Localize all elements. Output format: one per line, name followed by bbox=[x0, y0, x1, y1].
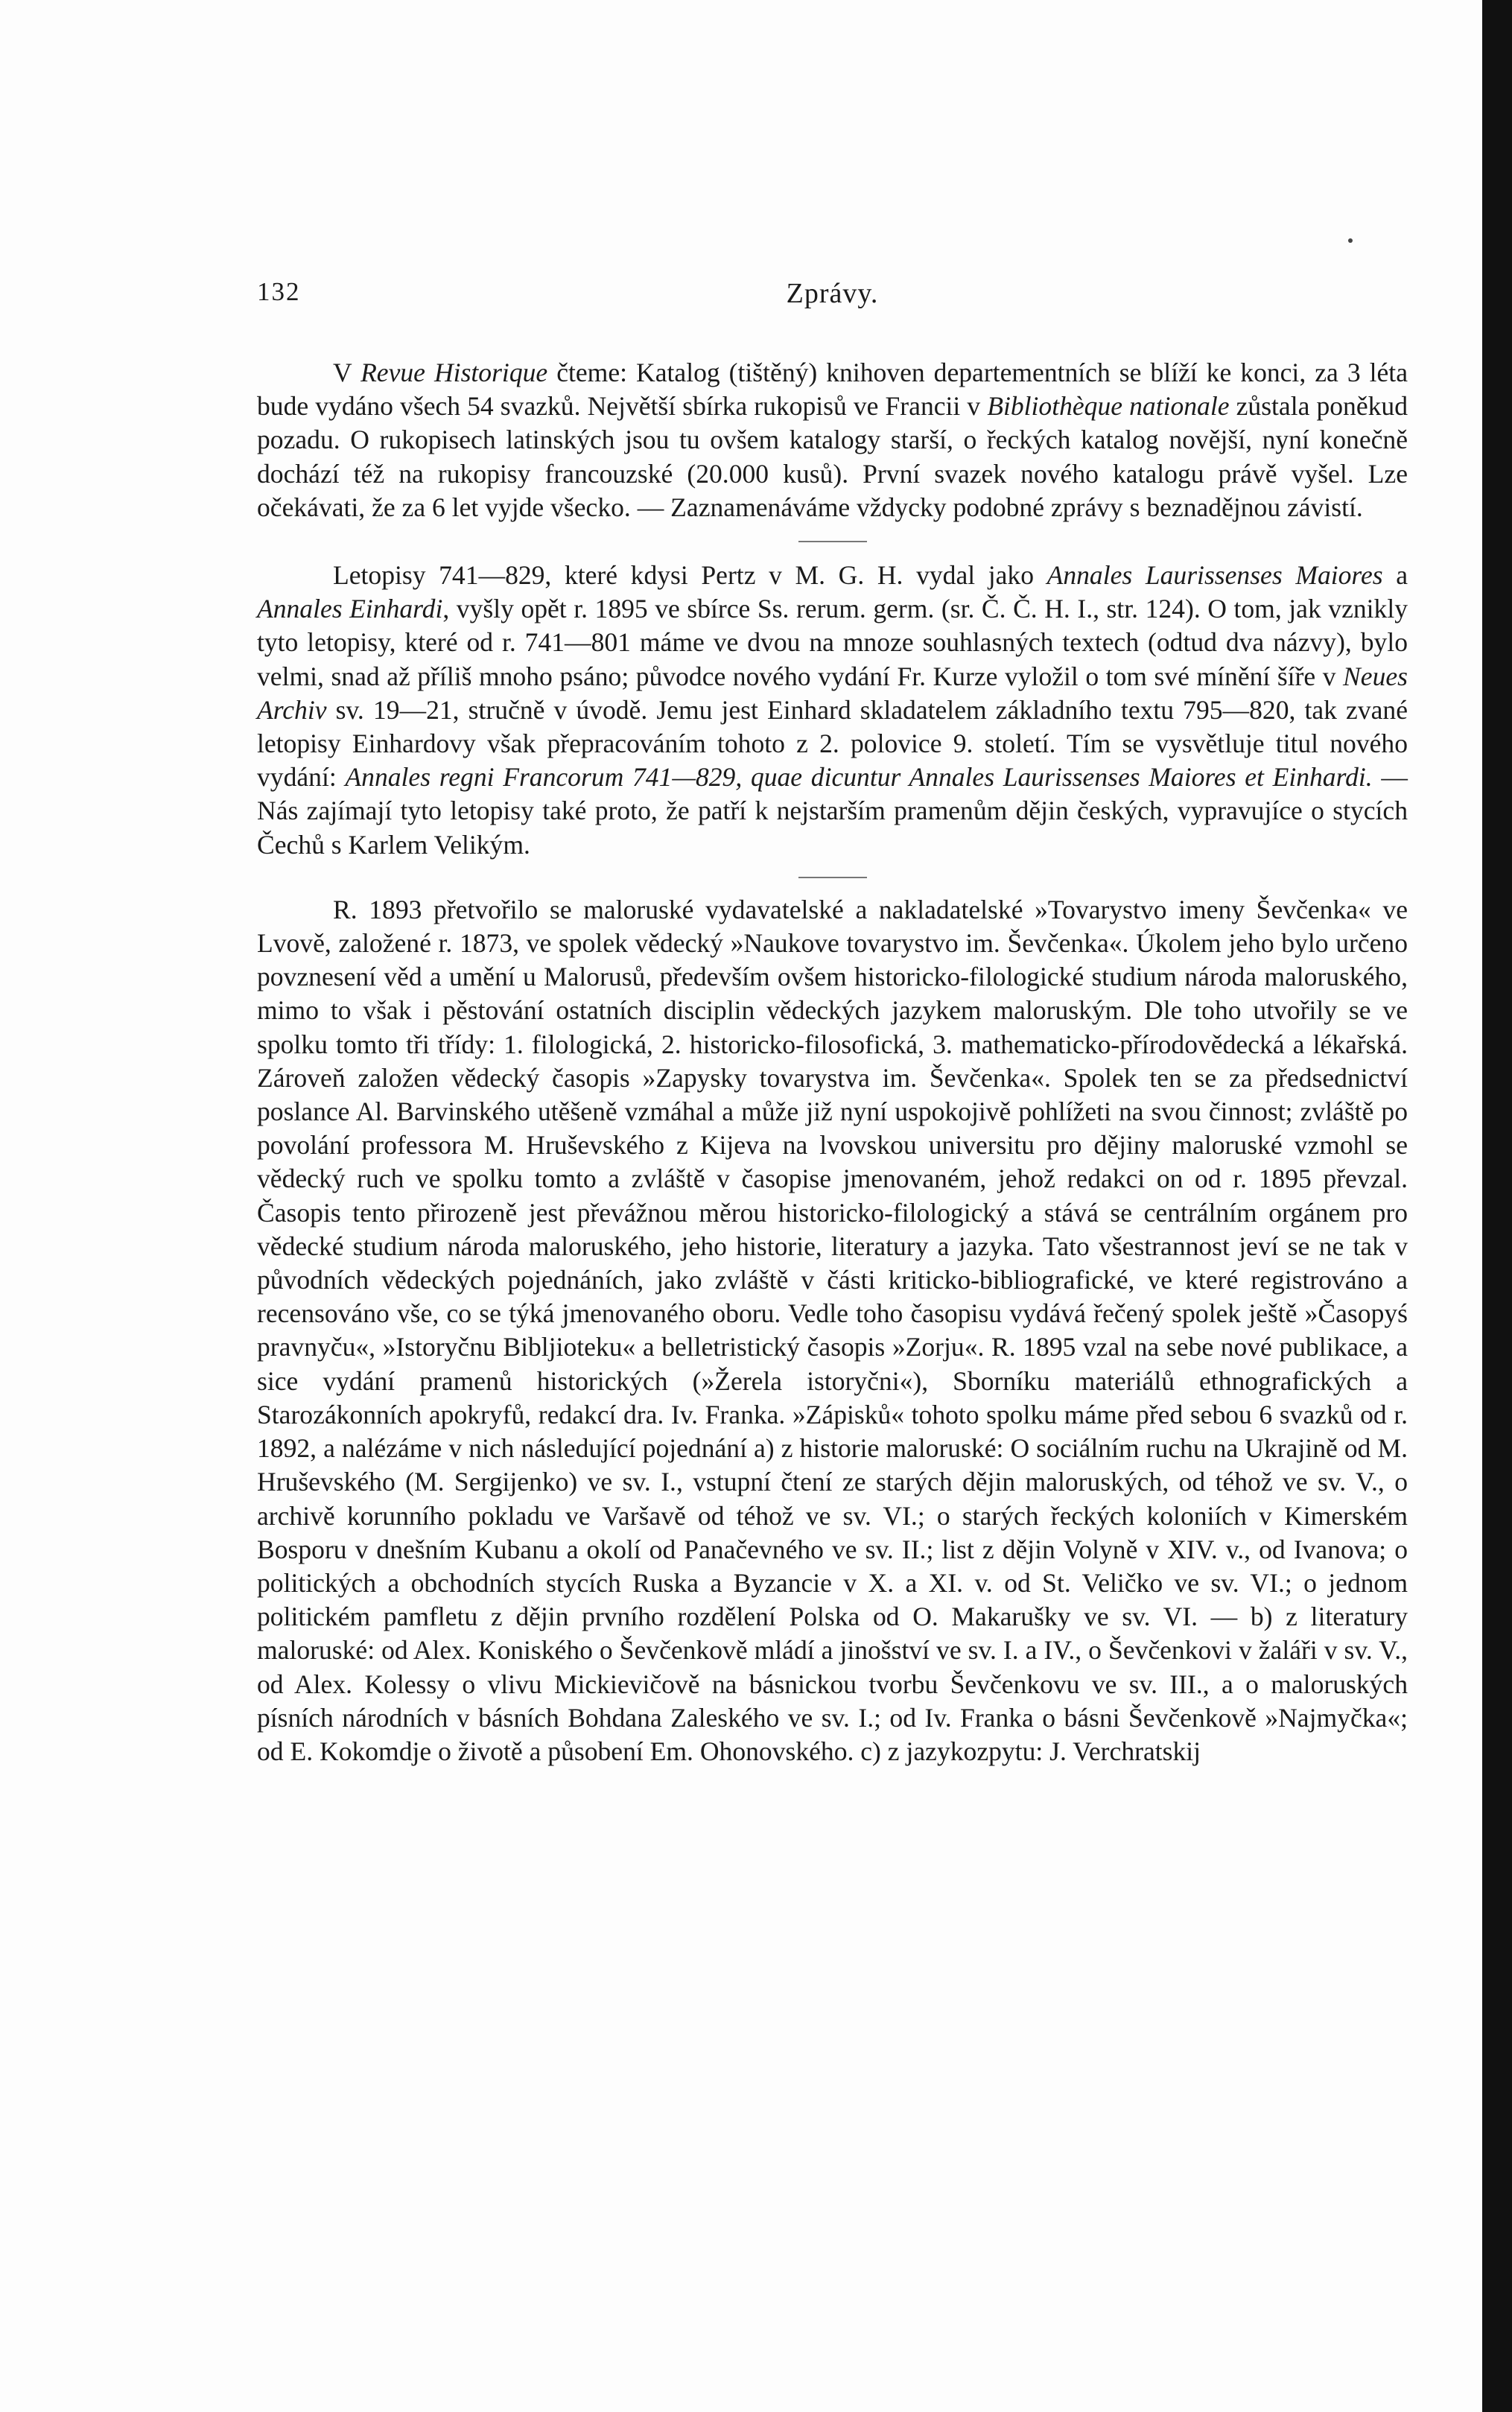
paragraph-sevcenko-society bbox=[257, 893, 1408, 1768]
text-run: zůstala poněkud pozadu. O rukopisech latinských jsou tu ovšem katalogy starší, o řeckých katalog novější, nyní konečně dochází též na rukopisy francouzské (20.000 kusů). První svazek nového katalogu právě vyšel. Lze očekávati, že za 6 let vyjde všecko. — Zaznamenáváme vždycky podobné zprávy s beznadějnou závistí. bbox=[257, 391, 1408, 522]
text-run: R. 1893 přetvořilo se maloruské vydavatelské a nakladatelské »Tovarystvo imeny Ševčenka« ve Lvově, založené r. 1873, ve spolek vědecký »Naukove tovarystvo im. Ševčenka«. Úkolem jeho bylo určeno povznesení věd a umění u Malorusů, především ovšem historicko-filologické studium národa maloruského, mimo to však i pěstování ostatních disciplin vědeckých jazykem maloruským. Dle toho utvořily se ve spolku tomto tři třídy: 1. filologická, 2. historicko-filosofická, 3. mathematicko-přírodovědecká a lékařská. Zároveň založen vědecký časopis »Zapysky tovarystva im. Ševčenka«. Spolek ten se za předsednictví poslance Al. Barvinského utěšeně vzmáhal a může již nyní uspokojivě pohlížeti na svou činnost; zvláště po povolání professora M. Hruševského z Kijeva na lvovskou universitu pro dějiny maloruské vzmohl se vědecký ruch ve spolku tomto a zvláště v časopise jmenovaném, jehož redakci on od r. 1895 převzal. Časopis tento přirozeně jest převážnou měrou historicko-filologický a stává se centrálním orgánem pro vědecké studium národa maloruského, jeho historie, literatury a jazyka. Tato všestrannost jeví se ne tak v původních vědeckých pojednáních, jako zvláště v části kriticko-bibliografické, ve které registrováno a recensováno vše, co se týká jmenovaného oboru. Vedle toho časopisu vydává řečený spolek ještě »Časopyś pravnyču«, »Istoryčnu Bibljioteku« a belletristický časopis »Zorju«. R. 1895 vzal na sebe nové publikace, a sice vydání pramenů historických (»Žerela istoryčni«), Sborníku materiálů ethnografických a Starozákonních apokryfů, redakcí dra. Iv. Franka. »Zápisků« tohoto spolku máme před sebou 6 svazků od r. 1892, a nalézáme v nich následující pojednání a) z historie maloruské: O sociálním ruchu na Ukrajině od M. Hruševského (M. Sergijenko) ve sv. I., vstupní čtení ze starých dějin maloruských, od téhož ve sv. V., o archivě korunního pokladu ve Varšavě od téhož ve sv. VI.; o starých řeckých koloniích v Kimerském Bosporu v dnešním Kubanu a okolí od Panačevného ve sv. II.; list z dějin Volyně v XIV. v., od Ivanova; o politických a obchodních stycích Ruska a Byzancie v X. a XI. v. od St. Veličko ve sv. VI.; o jednom politickém pamfletu z dějin prvního rozdělení Polska od O. Makarušky ve sv. VI. — b) z literatury maloruské: od Alex. Koniského o Ševčenkově mládí a jinošství ve sv. I. a IV., o Ševčenkovi v žaláři v sv. V., od Alex. Kolessy o vlivu Mickievičově na básnickou tvorbu Ševčenkovu ve sv. III., a o maloruských písních národních v básních Bohdana Zaleského ve sv. I.; od Iv. Franka o básni Ševčenkově »Najmyčka«; od E. Kokomdje o životě a působení Em. Ohonovského. c) z jazykozpytu: J. Verchratskij bbox=[257, 894, 1408, 1766]
article-body bbox=[257, 356, 1408, 1768]
separator-rule bbox=[798, 877, 867, 878]
paragraph-annales bbox=[257, 559, 1408, 862]
italic-title-text: Annales Einhardi bbox=[257, 594, 443, 624]
text-run: Letopisy 741—829, které kdysi Pertz v M. G. H. vydal jako bbox=[333, 560, 1047, 591]
print-speck bbox=[1348, 238, 1353, 243]
italic-title-text: Bibliothèque nationale bbox=[987, 391, 1230, 422]
paragraph-catalog-news bbox=[257, 356, 1408, 524]
text-run: čteme: Katalog (tištěný) knihoven departementních se blíží ke konci, za 3 léta bude vydáno všech 54 svazků. Největší sbírka rukopisů ve Francii v bbox=[257, 358, 1408, 422]
italic-title-text: Revue Historique bbox=[360, 358, 548, 387]
italic-title-text: Annales regni Francorum 741—829, quae dicuntur Annales Laurissenses Maiores et Einhardi. bbox=[345, 762, 1373, 793]
italic-title-text: Annales Laurissenses Maiores bbox=[1046, 560, 1383, 591]
text-run: a bbox=[1382, 560, 1408, 591]
italic-title-text: Neues Archiv bbox=[257, 661, 1408, 725]
scan-border bbox=[1482, 0, 1512, 2412]
running-title: Zprávy. bbox=[786, 278, 879, 309]
text-run: , vyšly opět r. 1895 ve sbírce Ss. rerum. germ. (sr. Č. Č. H. I., str. 124). O tom, jak vznikly tyto letopisy, které od r. 741—801 máme ve dvou na mnoze souhlasných textech (odtud dva názvy), bylo velmi, snad až příliš mnoho psáno; původce nového vydání Fr. Kurze vyložil o tom své mínění šíře v bbox=[257, 594, 1408, 691]
text-run: sv. 19—21, stručně v úvodě. Jemu jest Einhard skladatelem základního textu 795—820, tak zvané letopisy Einhardovy však přepracováním tohoto z 2. polovice 9. století. Tím se vysvětluje titul nového vydání: bbox=[257, 694, 1408, 793]
separator-rule bbox=[798, 541, 867, 542]
page-header bbox=[257, 277, 1408, 322]
text-run: — Nás zajímají tyto letopisy také proto, že patří k nejstarším pramenům dějin českých, vypravujíce o stycích Čechů s Karlem Velikým. bbox=[257, 762, 1408, 860]
text-run: V bbox=[333, 358, 361, 387]
page-number: 132 bbox=[257, 277, 301, 306]
